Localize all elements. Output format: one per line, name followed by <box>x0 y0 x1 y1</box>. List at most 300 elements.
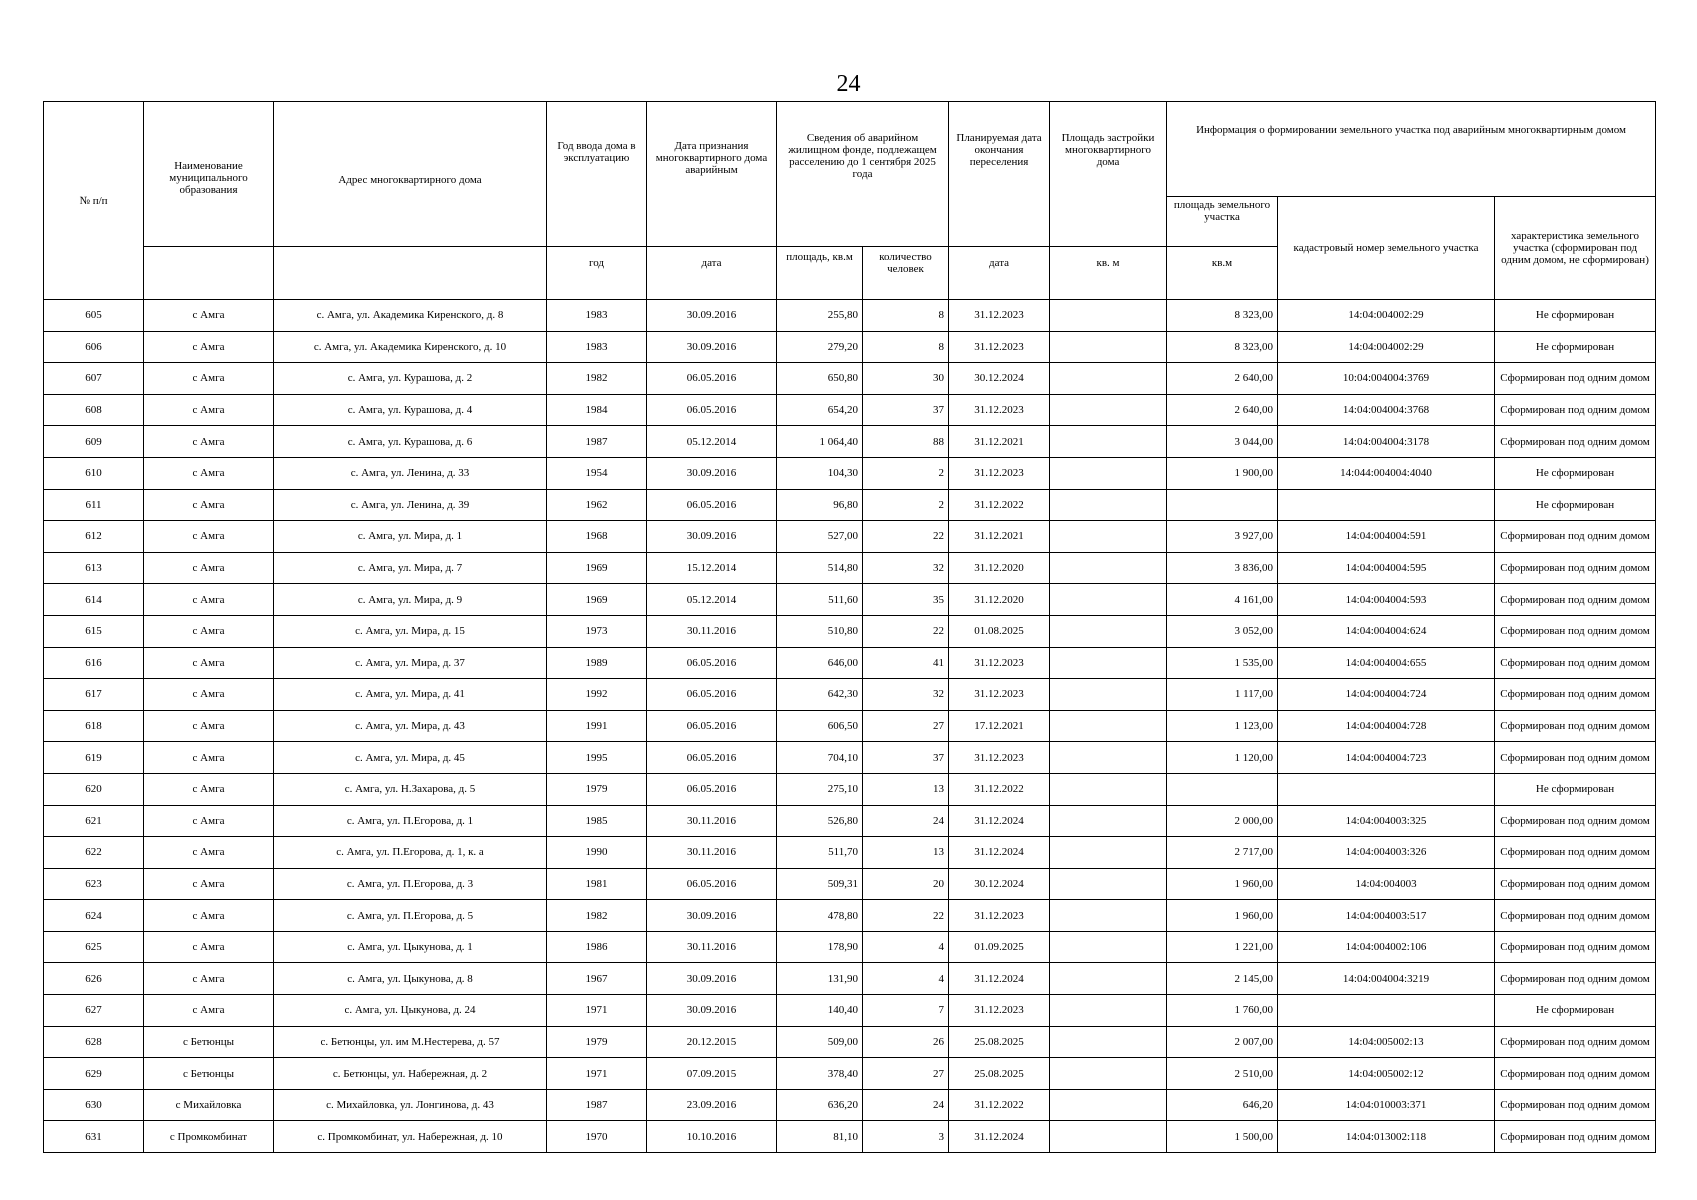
cell-municipality: с Амга <box>144 963 274 995</box>
cell-address: с. Амга, ул. Мира, д. 41 <box>274 679 547 711</box>
cell-building-area <box>1050 363 1167 395</box>
cell-land-area: 3 052,00 <box>1167 615 1278 647</box>
cell-people: 32 <box>863 552 949 584</box>
cell-area: 140,40 <box>777 995 863 1027</box>
cell-cadastral-number: 14:04:004003:326 <box>1278 837 1495 869</box>
cell-land-characteristic: Сформирован под одним домом <box>1495 521 1656 553</box>
cell-area: 636,20 <box>777 1089 863 1121</box>
table-row <box>44 426 1656 458</box>
cell-area: 509,31 <box>777 868 863 900</box>
cell-number: 630 <box>44 1089 144 1121</box>
cell-land-area: 1 500,00 <box>1167 1121 1278 1153</box>
cell-land-characteristic: Не сформирован <box>1495 300 1656 332</box>
cell-land-area: 1 535,00 <box>1167 647 1278 679</box>
table-row <box>44 457 1656 489</box>
cell-cadastral-number: 14:04:004004:728 <box>1278 710 1495 742</box>
cell-land-characteristic: Сформирован под одним домом <box>1495 868 1656 900</box>
cell-building-area <box>1050 331 1167 363</box>
cell-land-area <box>1167 773 1278 805</box>
cell-number: 628 <box>44 1026 144 1058</box>
table-row <box>44 331 1656 363</box>
cell-land-characteristic: Не сформирован <box>1495 457 1656 489</box>
cell-cadastral-number: 14:04:004004:723 <box>1278 742 1495 774</box>
cell-municipality: с Амга <box>144 931 274 963</box>
cell-municipality: с Амга <box>144 331 274 363</box>
cell-land-area: 1 960,00 <box>1167 900 1278 932</box>
unit-people: количество человек <box>863 247 949 300</box>
cell-year: 1989 <box>547 647 647 679</box>
page-number: 24 <box>836 71 861 97</box>
cell-number: 619 <box>44 742 144 774</box>
cell-year: 1967 <box>547 963 647 995</box>
cell-land-characteristic: Сформирован под одним домом <box>1495 394 1656 426</box>
cell-address: с. Бетюнцы, ул. Набережная, д. 2 <box>274 1058 547 1090</box>
cell-people: 20 <box>863 868 949 900</box>
cell-land-characteristic: Сформирован под одним домом <box>1495 679 1656 711</box>
cell-area: 704,10 <box>777 742 863 774</box>
cell-people: 4 <box>863 963 949 995</box>
table-body <box>44 300 1656 1153</box>
table-row <box>44 805 1656 837</box>
cell-number: 621 <box>44 805 144 837</box>
header-planned-end: Планируемая дата окончания переселения <box>949 102 1050 247</box>
cell-planned-end: 01.09.2025 <box>949 931 1050 963</box>
cell-address: с. Амга, ул. Цыкунова, д. 24 <box>274 995 547 1027</box>
table-row <box>44 394 1656 426</box>
cell-cadastral-number: 14:04:005002:12 <box>1278 1058 1495 1090</box>
cell-date-declared: 30.11.2016 <box>647 931 777 963</box>
cell-people: 27 <box>863 1058 949 1090</box>
cell-year: 1985 <box>547 805 647 837</box>
cell-land-area: 1 760,00 <box>1167 995 1278 1027</box>
cell-municipality: с Амга <box>144 742 274 774</box>
cell-building-area <box>1050 868 1167 900</box>
cell-building-area <box>1050 584 1167 616</box>
cell-date-declared: 10.10.2016 <box>647 1121 777 1153</box>
cell-people: 2 <box>863 489 949 521</box>
cell-municipality: с Амга <box>144 900 274 932</box>
cell-year: 1991 <box>547 710 647 742</box>
cell-year: 1986 <box>547 931 647 963</box>
cell-address: с. Амга, ул. Мира, д. 15 <box>274 615 547 647</box>
cell-number: 612 <box>44 521 144 553</box>
cell-area: 646,00 <box>777 647 863 679</box>
cell-building-area <box>1050 552 1167 584</box>
cell-area: 509,00 <box>777 1026 863 1058</box>
header-year-commissioned: Год ввода дома в эксплуатацию <box>547 102 647 247</box>
cell-planned-end: 31.12.2023 <box>949 742 1050 774</box>
cell-date-declared: 20.12.2015 <box>647 1026 777 1058</box>
table-row <box>44 995 1656 1027</box>
cell-address: с. Амга, ул. Цыкунова, д. 1 <box>274 931 547 963</box>
cell-date-declared: 30.11.2016 <box>647 837 777 869</box>
emergency-housing-table <box>43 101 1656 1153</box>
table-row <box>44 868 1656 900</box>
cell-cadastral-number: 14:044:004004:4040 <box>1278 457 1495 489</box>
cell-area: 131,90 <box>777 963 863 995</box>
cell-land-characteristic: Сформирован под одним домом <box>1495 647 1656 679</box>
cell-number: 617 <box>44 679 144 711</box>
cell-municipality: с Амга <box>144 615 274 647</box>
cell-number: 624 <box>44 900 144 932</box>
cell-municipality: с Бетюнцы <box>144 1058 274 1090</box>
cell-address: с. Амга, ул. Мира, д. 45 <box>274 742 547 774</box>
cell-municipality: с Амга <box>144 521 274 553</box>
cell-date-declared: 07.09.2015 <box>647 1058 777 1090</box>
header-municipality: Наименование муниципального образования <box>144 102 274 247</box>
cell-number: 613 <box>44 552 144 584</box>
cell-land-area: 1 123,00 <box>1167 710 1278 742</box>
cell-cadastral-number <box>1278 995 1495 1027</box>
cell-building-area <box>1050 773 1167 805</box>
cell-year: 1995 <box>547 742 647 774</box>
cell-land-area: 1 117,00 <box>1167 679 1278 711</box>
cell-year: 1971 <box>547 995 647 1027</box>
cell-area: 510,80 <box>777 615 863 647</box>
cell-planned-end: 31.12.2023 <box>949 995 1050 1027</box>
cell-land-area: 2 640,00 <box>1167 394 1278 426</box>
cell-municipality: с Бетюнцы <box>144 1026 274 1058</box>
cell-planned-end: 31.12.2023 <box>949 900 1050 932</box>
cell-municipality: с Амга <box>144 868 274 900</box>
cell-area: 654,20 <box>777 394 863 426</box>
header-date-declared: Дата признания многоквартирного дома аварийным <box>647 102 777 247</box>
cell-municipality: с Амга <box>144 773 274 805</box>
cell-year: 1954 <box>547 457 647 489</box>
cell-area: 178,90 <box>777 931 863 963</box>
cell-building-area <box>1050 742 1167 774</box>
table-row <box>44 679 1656 711</box>
cell-address: с. Амга, ул. Цыкунова, д. 8 <box>274 963 547 995</box>
cell-municipality: с Амга <box>144 426 274 458</box>
cell-date-declared: 06.05.2016 <box>647 742 777 774</box>
table-header <box>44 102 1656 300</box>
cell-number: 607 <box>44 363 144 395</box>
cell-planned-end: 31.12.2023 <box>949 331 1050 363</box>
cell-land-area: 2 000,00 <box>1167 805 1278 837</box>
cell-address: с. Амга, ул. Мира, д. 9 <box>274 584 547 616</box>
cell-date-declared: 06.05.2016 <box>647 679 777 711</box>
header-address: Адрес многоквартирного дома <box>274 102 547 247</box>
cell-area: 642,30 <box>777 679 863 711</box>
cell-building-area <box>1050 426 1167 458</box>
unit-sqm: кв.м <box>1167 247 1278 300</box>
cell-number: 627 <box>44 995 144 1027</box>
cell-area: 514,80 <box>777 552 863 584</box>
cell-address: с. Бетюнцы, ул. им М.Нестерева, д. 57 <box>274 1026 547 1058</box>
header-building-area: Площадь застройки многоквартирного дома <box>1050 102 1167 247</box>
cell-date-declared: 06.05.2016 <box>647 363 777 395</box>
cell-cadastral-number: 14:04:004004:3178 <box>1278 426 1495 458</box>
cell-address: с. Амга, ул. Курашова, д. 2 <box>274 363 547 395</box>
cell-address: с. Промкомбинат, ул. Набережная, д. 10 <box>274 1121 547 1153</box>
unit-date: дата <box>647 247 777 300</box>
cell-cadastral-number: 14:04:004004:724 <box>1278 679 1495 711</box>
cell-land-characteristic: Не сформирован <box>1495 773 1656 805</box>
cell-date-declared: 30.09.2016 <box>647 521 777 553</box>
cell-land-area: 646,20 <box>1167 1089 1278 1121</box>
table-row <box>44 647 1656 679</box>
cell-land-characteristic: Сформирован под одним домом <box>1495 615 1656 647</box>
cell-municipality: с Амга <box>144 710 274 742</box>
cell-land-characteristic: Сформирован под одним домом <box>1495 963 1656 995</box>
cell-date-declared: 23.09.2016 <box>647 1089 777 1121</box>
cell-people: 37 <box>863 394 949 426</box>
cell-people: 22 <box>863 521 949 553</box>
cell-people: 8 <box>863 300 949 332</box>
cell-cadastral-number: 14:04:004003:517 <box>1278 900 1495 932</box>
cell-number: 622 <box>44 837 144 869</box>
cell-municipality: с Амга <box>144 679 274 711</box>
cell-planned-end: 31.12.2023 <box>949 457 1050 489</box>
cell-address: с. Амга, ул. Мира, д. 7 <box>274 552 547 584</box>
cell-planned-end: 31.12.2024 <box>949 1121 1050 1153</box>
cell-building-area <box>1050 394 1167 426</box>
cell-year: 1979 <box>547 1026 647 1058</box>
table-row <box>44 615 1656 647</box>
cell-year: 1982 <box>547 900 647 932</box>
cell-year: 1987 <box>547 426 647 458</box>
cell-people: 24 <box>863 1089 949 1121</box>
cell-cadastral-number: 14:04:004002:29 <box>1278 300 1495 332</box>
cell-cadastral-number: 14:04:010003:371 <box>1278 1089 1495 1121</box>
cell-planned-end: 31.12.2024 <box>949 963 1050 995</box>
cell-people: 30 <box>863 363 949 395</box>
cell-building-area <box>1050 300 1167 332</box>
cell-cadastral-number: 14:04:004002:106 <box>1278 931 1495 963</box>
cell-land-area: 4 161,00 <box>1167 584 1278 616</box>
cell-municipality: с Амга <box>144 363 274 395</box>
cell-people: 35 <box>863 584 949 616</box>
cell-building-area <box>1050 837 1167 869</box>
cell-area: 478,80 <box>777 900 863 932</box>
cell-date-declared: 15.12.2014 <box>647 552 777 584</box>
cell-address: с. Амга, ул. П.Егорова, д. 3 <box>274 868 547 900</box>
cell-building-area <box>1050 1026 1167 1058</box>
cell-land-area: 1 900,00 <box>1167 457 1278 489</box>
cell-land-characteristic: Сформирован под одним домом <box>1495 805 1656 837</box>
cell-land-characteristic: Сформирован под одним домом <box>1495 742 1656 774</box>
cell-date-declared: 05.12.2014 <box>647 584 777 616</box>
cell-building-area <box>1050 1058 1167 1090</box>
cell-year: 1971 <box>547 1058 647 1090</box>
cell-building-area <box>1050 615 1167 647</box>
cell-address: с. Амга, ул. Мира, д. 37 <box>274 647 547 679</box>
table-row <box>44 552 1656 584</box>
cell-number: 615 <box>44 615 144 647</box>
cell-planned-end: 30.12.2024 <box>949 363 1050 395</box>
cell-building-area <box>1050 521 1167 553</box>
cell-cadastral-number: 14:04:004002:29 <box>1278 331 1495 363</box>
cell-date-declared: 30.09.2016 <box>647 457 777 489</box>
cell-number: 616 <box>44 647 144 679</box>
cell-date-declared: 30.11.2016 <box>647 805 777 837</box>
cell-building-area <box>1050 805 1167 837</box>
cell-cadastral-number: 14:04:004004:595 <box>1278 552 1495 584</box>
cell-planned-end: 31.12.2020 <box>949 552 1050 584</box>
cell-number: 608 <box>44 394 144 426</box>
table-row <box>44 900 1656 932</box>
cell-year: 1987 <box>547 1089 647 1121</box>
cell-address: с. Амга, ул. Курашова, д. 4 <box>274 394 547 426</box>
cell-people: 22 <box>863 615 949 647</box>
cell-address: с. Амга, ул. Академика Киренского, д. 10 <box>274 331 547 363</box>
cell-municipality: с Амга <box>144 300 274 332</box>
cell-year: 1984 <box>547 394 647 426</box>
cell-building-area <box>1050 995 1167 1027</box>
cell-year: 1983 <box>547 300 647 332</box>
cell-municipality: с Амга <box>144 489 274 521</box>
cell-people: 24 <box>863 805 949 837</box>
cell-area: 255,80 <box>777 300 863 332</box>
cell-municipality: с Амга <box>144 647 274 679</box>
cell-date-declared: 30.11.2016 <box>647 615 777 647</box>
cell-number: 626 <box>44 963 144 995</box>
cell-cadastral-number: 14:04:004004:593 <box>1278 584 1495 616</box>
table-row <box>44 931 1656 963</box>
cell-year: 1968 <box>547 521 647 553</box>
cell-number: 618 <box>44 710 144 742</box>
cell-number: 605 <box>44 300 144 332</box>
cell-planned-end: 31.12.2023 <box>949 647 1050 679</box>
cell-planned-end: 31.12.2021 <box>949 521 1050 553</box>
table-row <box>44 1026 1656 1058</box>
cell-year: 1992 <box>547 679 647 711</box>
cell-area: 606,50 <box>777 710 863 742</box>
cell-planned-end: 31.12.2023 <box>949 679 1050 711</box>
cell-address: с. Амга, ул. Курашова, д. 6 <box>274 426 547 458</box>
cell-cadastral-number: 14:04:013002:118 <box>1278 1121 1495 1153</box>
cell-people: 13 <box>863 773 949 805</box>
table-row <box>44 521 1656 553</box>
cell-cadastral-number: 14:04:005002:13 <box>1278 1026 1495 1058</box>
cell-municipality: с Амга <box>144 394 274 426</box>
cell-cadastral-number <box>1278 489 1495 521</box>
cell-address: с. Амга, ул. Н.Захарова, д. 5 <box>274 773 547 805</box>
cell-date-declared: 30.09.2016 <box>647 963 777 995</box>
cell-number: 620 <box>44 773 144 805</box>
cell-people: 27 <box>863 710 949 742</box>
cell-land-area: 1 960,00 <box>1167 868 1278 900</box>
cell-planned-end: 25.08.2025 <box>949 1026 1050 1058</box>
table-row <box>44 773 1656 805</box>
cell-land-area: 2 145,00 <box>1167 963 1278 995</box>
cell-municipality: с Амга <box>144 837 274 869</box>
unit-area: площадь, кв.м <box>777 247 863 300</box>
cell-land-area: 2 007,00 <box>1167 1026 1278 1058</box>
cell-people: 88 <box>863 426 949 458</box>
cell-year: 1973 <box>547 615 647 647</box>
cell-land-characteristic: Сформирован под одним домом <box>1495 1089 1656 1121</box>
cell-date-declared: 06.05.2016 <box>647 710 777 742</box>
cell-address: с. Амга, ул. Академика Киренского, д. 8 <box>274 300 547 332</box>
cell-building-area <box>1050 1089 1167 1121</box>
cell-number: 623 <box>44 868 144 900</box>
cell-land-characteristic: Не сформирован <box>1495 489 1656 521</box>
cell-planned-end: 31.12.2024 <box>949 805 1050 837</box>
cell-planned-end: 31.12.2023 <box>949 300 1050 332</box>
cell-planned-end: 31.12.2023 <box>949 394 1050 426</box>
cell-land-area: 2 640,00 <box>1167 363 1278 395</box>
unit-year: год <box>547 247 647 300</box>
cell-land-characteristic: Сформирован под одним домом <box>1495 837 1656 869</box>
cell-year: 1969 <box>547 552 647 584</box>
table-row <box>44 584 1656 616</box>
cell-address: с. Амга, ул. П.Егорова, д. 1 <box>274 805 547 837</box>
cell-people: 4 <box>863 931 949 963</box>
cell-land-characteristic: Не сформирован <box>1495 331 1656 363</box>
cell-address: с. Амга, ул. Мира, д. 43 <box>274 710 547 742</box>
cell-land-area: 1 120,00 <box>1167 742 1278 774</box>
table-row <box>44 710 1656 742</box>
cell-number: 606 <box>44 331 144 363</box>
cell-land-characteristic: Сформирован под одним домом <box>1495 552 1656 584</box>
cell-municipality: с Амга <box>144 457 274 489</box>
cell-planned-end: 17.12.2021 <box>949 710 1050 742</box>
cell-address: с. Амга, ул. П.Егорова, д. 1, к. а <box>274 837 547 869</box>
cell-area: 511,60 <box>777 584 863 616</box>
cell-building-area <box>1050 710 1167 742</box>
cell-number: 610 <box>44 457 144 489</box>
cell-building-area <box>1050 647 1167 679</box>
cell-year: 1979 <box>547 773 647 805</box>
unit-date: дата <box>949 247 1050 300</box>
cell-date-declared: 06.05.2016 <box>647 773 777 805</box>
cell-area: 104,30 <box>777 457 863 489</box>
cell-municipality: с Амга <box>144 552 274 584</box>
cell-building-area <box>1050 679 1167 711</box>
cell-date-declared: 06.05.2016 <box>647 394 777 426</box>
cell-people: 32 <box>863 679 949 711</box>
cell-address: с. Амга, ул. Мира, д. 1 <box>274 521 547 553</box>
cell-building-area <box>1050 963 1167 995</box>
header-land-char: характеристика земельного участка (сформирован под одним домом, не сформирован) <box>1495 197 1656 300</box>
cell-people: 37 <box>863 742 949 774</box>
cell-date-declared: 06.05.2016 <box>647 489 777 521</box>
cell-land-area: 3 927,00 <box>1167 521 1278 553</box>
cell-date-declared: 06.05.2016 <box>647 647 777 679</box>
cell-cadastral-number: 14:04:004004:591 <box>1278 521 1495 553</box>
cell-municipality: с Промкомбинат <box>144 1121 274 1153</box>
cell-building-area <box>1050 489 1167 521</box>
cell-number: 611 <box>44 489 144 521</box>
cell-municipality: с Амга <box>144 584 274 616</box>
cell-land-characteristic: Сформирован под одним домом <box>1495 1026 1656 1058</box>
cell-date-declared: 05.12.2014 <box>647 426 777 458</box>
cell-address: с. Михайловка, ул. Лонгинова, д. 43 <box>274 1089 547 1121</box>
cell-area: 527,00 <box>777 521 863 553</box>
unit-sqm: кв. м <box>1050 247 1167 300</box>
cell-land-characteristic: Сформирован под одним домом <box>1495 426 1656 458</box>
cell-cadastral-number: 14:04:004004:655 <box>1278 647 1495 679</box>
cell-cadastral-number: 14:04:004004:3219 <box>1278 963 1495 995</box>
cell-date-declared: 06.05.2016 <box>647 868 777 900</box>
cell-land-characteristic: Не сформирован <box>1495 995 1656 1027</box>
cell-date-declared: 30.09.2016 <box>647 995 777 1027</box>
table-row <box>44 300 1656 332</box>
cell-year: 1990 <box>547 837 647 869</box>
cell-number: 629 <box>44 1058 144 1090</box>
cell-number: 614 <box>44 584 144 616</box>
cell-building-area <box>1050 1121 1167 1153</box>
cell-building-area <box>1050 931 1167 963</box>
cell-address: с. Амга, ул. Ленина, д. 33 <box>274 457 547 489</box>
cell-land-characteristic: Сформирован под одним домом <box>1495 710 1656 742</box>
header-land-area: площадь земельного участка <box>1167 197 1278 247</box>
header-emergency-fund: Сведения об аварийном жилищном фонде, подлежащем расселению до 1 сентября 2025 года <box>777 102 949 247</box>
cell-land-characteristic: Сформирован под одним домом <box>1495 584 1656 616</box>
header-cadastral: кадастровый номер земельного участка <box>1278 197 1495 300</box>
